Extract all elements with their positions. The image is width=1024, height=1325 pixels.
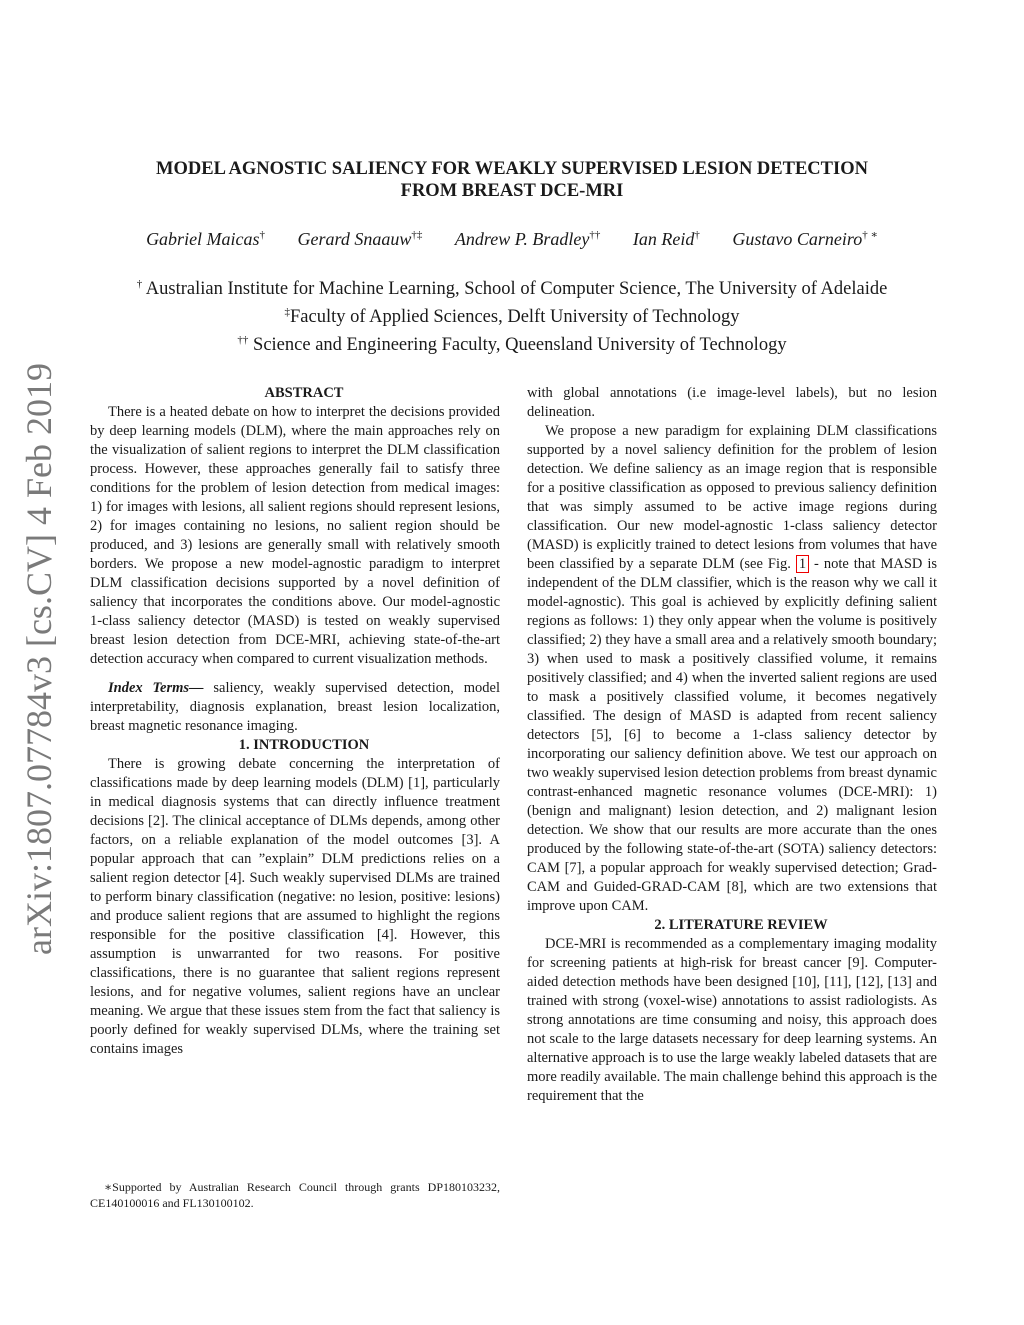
title-line-1: MODEL AGNOSTIC SALIENCY FOR WEAKLY SUPERVISED LESION DETECTION [156,159,868,179]
title-line-2: FROM BREAST DCE-MRI [400,181,624,201]
author: Andrew P. Bradley†† [454,229,601,249]
paper-title [90,158,934,202]
author: Gabriel Maicas† [146,229,266,249]
author: Ian Reid† [632,229,700,249]
right-column [527,384,937,1106]
affiliation: ‡Faculty of Applied Sciences, Delft University of Technology [284,306,740,328]
literature-review-heading: 2. LITERATURE REVIEW [654,917,828,933]
affiliations [60,273,964,357]
arxiv-identifier: arXiv:1807.07784v3 [cs.CV] 4 Feb 2019 [19,363,59,955]
figure-reference-link[interactable]: 1 [796,555,809,573]
index-terms: Index Terms— saliency, weakly supervised detection, model interpretability, diagnosis explanation, breast lesion localization, breast magnetic resonance imaging. [90,680,500,734]
literature-paragraph: DCE-MRI is recommended as a complementary imaging modality for screening patients at high-risk for breast cancer [9]. Computer-aided detection methods have been designed [10], [11], [12], [13] and trained with strong (voxel-wise) annotations to assist radiologists. As strong annotations are time consuming and noisy, this approach does not scale to the large datasets necessary for deep learning systems. An alternative approach is to use the large weakly labeled datasets that are more readily available. The main challenge behind this approach is the requirement that the [527,936,938,1104]
affiliation: † Australian Institute for Machine Learning, School of Computer Science, The University of Adelaide [136,278,888,300]
abstract-text: There is a heated debate on how to interpret the decisions provided by deep learning models (DLM), where the main approaches rely on the visualization of salient regions to interpret the DLM classification process. However, these approaches generally fail to satisfy three conditions for the problem of lesion detection from medical images: 1) for images with lesions, all salient regions should represent lesions, 2) for images containing no lesions, no salient region should be produced, and 3) lesions are generally small with relatively smooth borders. We propose a new model-agnostic paradigm to interpret DLM classification decisions supported by a novel definition of saliency that incorporates the conditions above. Our model-agnostic 1-class saliency detector (MASD) is tested on weakly supervised breast lesion detection from DCE-MRI, achieving state-of-the-art detection accuracy when compared to current visualization methods. [90,404,500,667]
author: Gerard Snaauw†‡ [297,229,423,249]
left-column [90,384,500,1059]
introduction-heading: 1. INTRODUCTION [238,737,370,753]
introduction-paragraph-2: We propose a new paradigm for explaining DLM classifications supported by a novel saliency definition for the problem of lesion detection. We define saliency as an image region that is responsible for a positive classification as opposed to previous saliency definition that was simply assumed to be active image regions during classification. Our new model-agnostic 1-class saliency detector (MASD) is explicitly trained to detect lesions from volumes that have been classified by a separate DLM (see Fig. 1 - note that MASD is independent of the DLM classifier, which is the reason why we call it model-agnostic). This goal is achieved by explicitly defining salient regions as follows: 1) they only appear when the volume is positively classified; 2) they have a small area and a relatively smooth boundary; 3) when used to mask a positively classified volume, it remains positively classified; and 4) when the inverted salient regions are used to mask a positively classified volume, it becomes negatively classified. The design of MASD is adapted from recent saliency detectors [5], [6] to become a 1-class saliency detector by incorporating our saliency definition above. We test our approach on two weakly supervised lesion detection problems from breast dynamic contrast-enhanced magnetic resonance volumes (DCE-MRI): 1) (benign and malignant) lesion detection, and 2) malignant lesion detection. We show that our results are more accurate than the ones produced by the following state-of-the-art (SOTA) saliency detectors: CAM [7], a popular approach for weakly supervised detection; Grad-CAM and Guided-GRAD-CAM [8], which are two extensions that improve upon CAM. [527,423,937,914]
abstract-heading: ABSTRACT [264,385,344,401]
author: Gustavo Carneiro† ∗ [732,229,878,249]
introduction-paragraph: There is growing debate concerning the interpretation of classifications made by deep learning models (DLM) [1], particularly in medical diagnosis systems that can directly influence treatment decisions [2]. The clinical acceptance of DLMs depends, among other factors, on a reliable explanation of the model outcomes [3]. A popular approach that can ”explain” DLM predictions relies on a salient region detector [4]. Such weakly supervised DLMs are trained to perform binary classification (negative: no lesion, positive: lesions) and produce salient regions that are assumed to highlight the regions responsible for the positive classification [4]. However, this assumption is unwarranted for two reasons. For positive classifications, there is no guarantee that salient regions represent lesions, and for negative volumes, salient regions have an unclear meaning. We argue that these issues stem from the fact that saliency is poorly defined for weakly supervised DLMs, where the training set contains images [90,756,500,1057]
author-list [60,228,964,250]
introduction-paragraph-continued: with global annotations (i.e image-level labels), but no lesion delineation. [527,385,937,420]
affiliation: †† Science and Engineering Faculty, Queensland University of Technology [237,334,787,356]
footnote: ∗Supported by Australian Research Council through grants DP180103232, CE140100016 and FL130100102. [90,1180,500,1210]
